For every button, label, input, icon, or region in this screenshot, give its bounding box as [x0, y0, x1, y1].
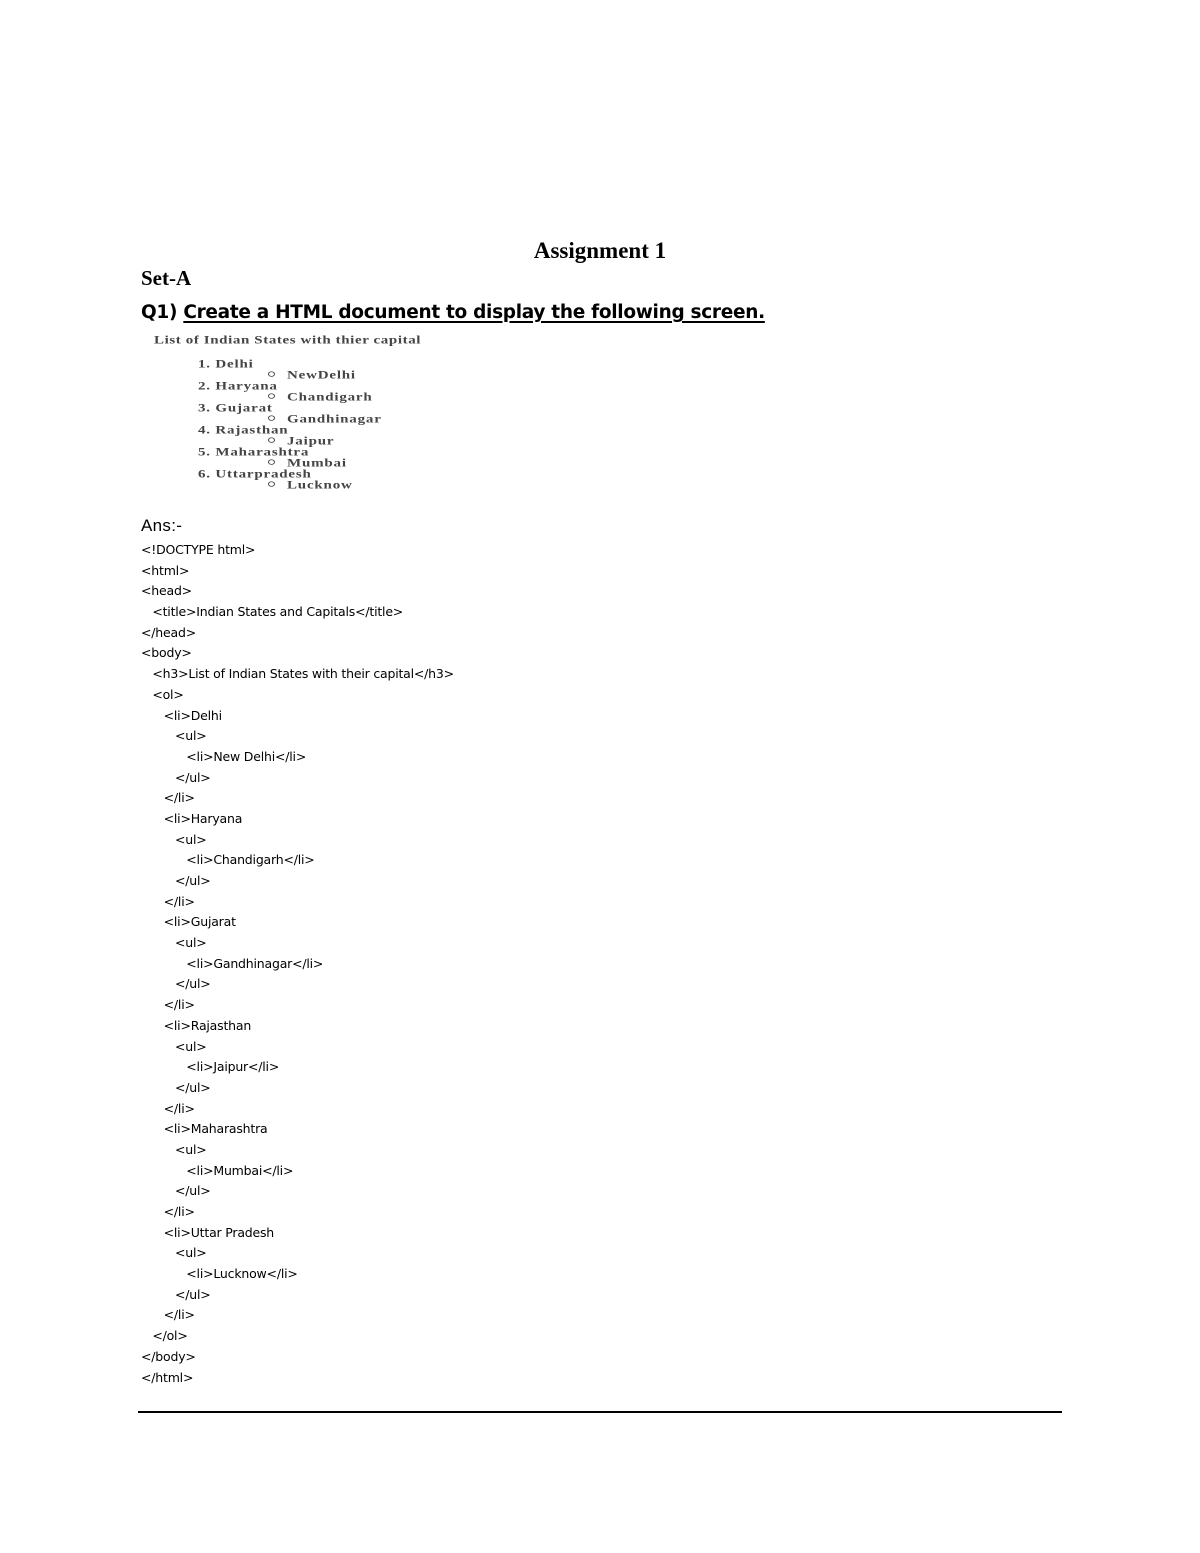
code-line: <li>Gujarat: [141, 914, 236, 930]
capital-label: Mumbai: [287, 457, 347, 470]
code-line: <li>Gandhinagar</li>: [141, 955, 324, 971]
code-line: </html>: [141, 1369, 194, 1385]
code-line: </body>: [141, 1348, 196, 1364]
code-line: </ul>: [141, 1183, 211, 1199]
page-title: Assignment 1: [533, 238, 667, 263]
screenshot-figure: [150, 334, 580, 494]
code-line: </ol>: [141, 1328, 188, 1344]
code-line: <h3>List of Indian States with their capital</h3>: [141, 666, 454, 682]
state-item-uttarpradesh: 6. Uttarpradesh: [198, 468, 312, 481]
code-line: <!DOCTYPE html>: [141, 542, 256, 557]
code-line: <ol>: [141, 686, 184, 702]
capital-label: Chandigarh: [287, 391, 373, 404]
code-line: </ul>: [141, 769, 211, 785]
code-line: </li>: [141, 893, 195, 909]
horizontal-rule: [138, 1411, 1062, 1413]
code-line: <li>Uttar Pradesh: [141, 1224, 275, 1240]
capital-item-newdelhi: [268, 369, 356, 382]
state-item-haryana: 2. Haryana: [198, 380, 278, 393]
state-item-maharashtra: 5. Maharashtra: [198, 446, 310, 459]
state-item-delhi: 1. Delhi: [198, 358, 254, 371]
state-item-rajasthan: 4. Rajasthan: [198, 424, 289, 437]
capital-label: NewDelhi: [287, 369, 356, 382]
code-line: <li>Maharashtra: [141, 1121, 268, 1137]
code-line: </li>: [141, 997, 195, 1013]
code-line: </ul>: [141, 1079, 211, 1095]
code-line: <li>Delhi: [141, 707, 222, 723]
code-block: [141, 540, 454, 1388]
screenshot-heading: List of Indian States with thier capital: [154, 334, 422, 347]
answer-label: Ans:-: [141, 516, 183, 535]
code-line: <ul>: [141, 1141, 207, 1157]
code-line: <title>Indian States and Capitals</title>: [141, 604, 404, 620]
capital-label: Lucknow: [287, 479, 353, 492]
circle-bullet-icon: [268, 415, 275, 420]
code-line: </ul>: [141, 1286, 211, 1302]
code-line: <head>: [141, 583, 192, 599]
circle-bullet-icon: [268, 371, 275, 376]
circle-bullet-icon: [268, 459, 275, 464]
code-line: <li>Jaipur</li>: [141, 1059, 280, 1075]
code-line: <li>Chandigarh</li>: [141, 852, 315, 868]
capital-item-lucknow: [268, 479, 353, 492]
circle-bullet-icon: [268, 393, 275, 398]
circle-bullet-icon: [268, 481, 275, 486]
set-label: Set-A: [141, 266, 192, 290]
code-line: <body>: [141, 645, 192, 661]
code-line: <li>Mumbai</li>: [141, 1162, 294, 1178]
code-line: <li>New Delhi</li>: [141, 748, 307, 764]
code-line: <ul>: [141, 1245, 207, 1261]
code-line: <ul>: [141, 728, 207, 744]
code-line: </li>: [141, 790, 195, 806]
code-line: </li>: [141, 1204, 195, 1219]
state-item-gujarat: 3. Gujarat: [198, 402, 273, 415]
code-line: </head>: [141, 624, 196, 640]
code-line: <li>Lucknow</li>: [141, 1266, 298, 1282]
circle-bullet-icon: [268, 437, 275, 442]
code-line: </li>: [141, 1100, 195, 1116]
capital-item-chandigarh: [268, 391, 373, 404]
code-line: <li>Rajasthan: [141, 1017, 252, 1033]
code-line: </ul>: [141, 976, 211, 992]
code-line: <ul>: [141, 1038, 207, 1054]
code-line: <html>: [141, 562, 190, 578]
question-text: Create a HTML document to display the following screen.: [183, 302, 765, 323]
code-line: <ul>: [141, 935, 207, 951]
code-line: </ul>: [141, 873, 211, 888]
code-line: <ul>: [141, 831, 207, 847]
question-number: Q1): [141, 302, 178, 323]
code-line: </li>: [141, 1307, 195, 1323]
question: [141, 302, 765, 323]
capital-label: Jaipur: [287, 435, 335, 448]
code-line: <li>Haryana: [141, 810, 243, 826]
capital-label: Gandhinagar: [287, 413, 382, 426]
